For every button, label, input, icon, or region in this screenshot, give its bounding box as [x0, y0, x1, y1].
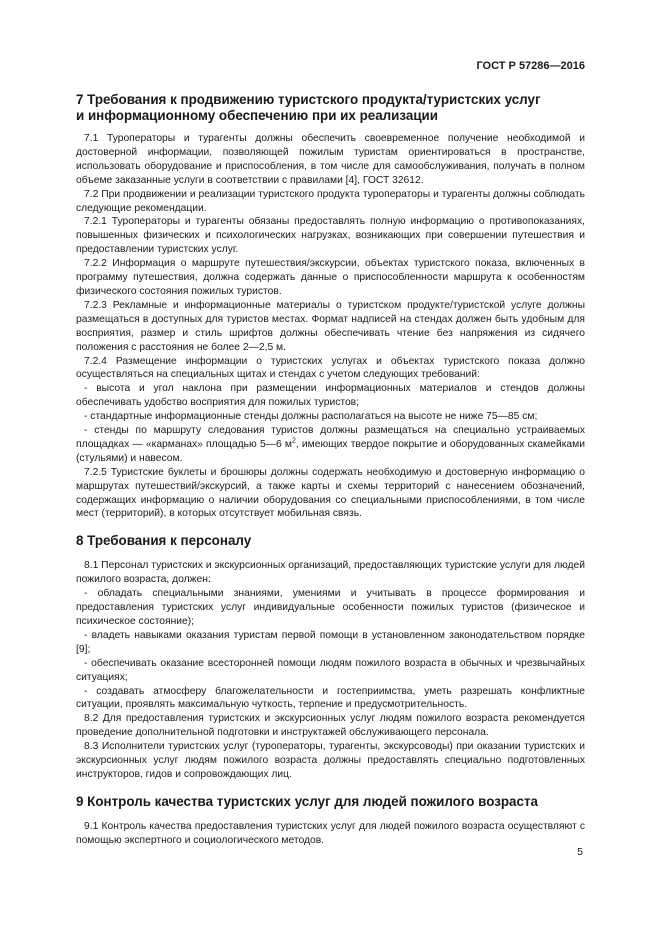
section-7-title-line2: и информационному обеспечению при их реализации: [76, 108, 439, 123]
standard-number-header: ГОСТ Р 57286—2016: [476, 60, 585, 72]
paragraph-7-2-2: 7.2.2 Информация о маршруте путешествия/экскурсии, объектах туристского показа, включенных в программу путешествия, должна содержать данные о приспособленности маршрута к особенностям физического состояния пожилых туристов.: [76, 258, 585, 297]
paragraph-7-2-1: 7.2.1 Туроператоры и турагенты обязаны предоставлять полную информацию о противопоказаниях, повышенных физических и психологических нагрузках, возникающих при совершении путешествия и предоставлении туристских услуг.: [76, 216, 585, 256]
paragraph-7-1: 7.1 Туроператоры и турагенты должны обеспечить своевременное получение необходимой и достоверной информации, позволяющей пожилым туристам ориентироваться в пространстве, использовать оборудование и приспособления, в том числе для самообслуживания, получать в полном объеме заказанные услуги в соответствии с правилами [4], ГОСТ 32612.: [76, 133, 585, 186]
section-9-title: 9 Контроль качества туристских услуг для людей пожилого возраста: [76, 793, 538, 809]
paragraph-8-2: 8.2 Для предоставления туристских и экскурсионных услуг людям пожилого возраста рекомендуется проведение дополнительной подготовки и инструктажей обслуживающего персонала.: [76, 713, 585, 739]
paragraph-8-3: 8.3 Исполнители туристских услуг (туроператоры, турагенты, экскурсоводы) при оказании туристских и экскурсионных услуг людям пожилого возраста должны предоставлять специально подготовленных инструкторов, гидов и сопровождающих лиц.: [76, 741, 585, 780]
page-content: [76, 90, 585, 848]
superscript: 2: [291, 437, 296, 445]
list-item-text: - стенды по маршруту следования туристов должны размещаться на специально устраиваемых площадках — «карманах» площадью 5—6 м: [76, 425, 585, 450]
paragraph-7-2: 7.2 При продвижении и реализации туристского продукта туроператоры и турагенты должны соблюдать следующие рекомендации.: [76, 188, 585, 214]
list-item: - обладать специальными знаниями, умениями и учитывать в процессе формирования и предоставления туристских услуг индивидуальные особенности пожилых туристов (физическое и психическое состояние);: [76, 588, 585, 627]
section-8-title: 8 Требования к персоналу: [76, 533, 252, 549]
list-item: - создавать атмосферу благожелательности и гостеприимства, уметь разрешать конфликтные ситуации, проявлять максимальную чуткость, терпение и предусмотрительность.: [76, 685, 585, 711]
paragraph-9-1: 9.1 Контроль качества предоставления туристских услуг для людей пожилого возраста осуществляют с помощью экспертного и социологического методов.: [76, 820, 585, 846]
page-number: 5: [577, 846, 583, 858]
paragraph-8-1: 8.1 Персонал туристских и экскурсионных организаций, предоставляющих туристские услуги для людей пожилого возраста, должен:: [76, 560, 585, 586]
list-item: - высота и угол наклона при размещении информационных материалов и стендов должны обеспечивать удобство восприятия для пожилых туристов;: [76, 383, 585, 409]
paragraph-7-2-4: 7.2.4 Размещение информации о туристских услугах и объектах туристского показа должно осуществляться на специальных щитах и стендах с учетом следующих требований:: [76, 355, 585, 381]
list-item: - стандартные информационные стенды должны располагаться на высоте не ниже 75—85 см;: [84, 411, 538, 423]
section-7-title-line1: 7 Требования к продвижению туристского продукта/туристских услуг: [76, 92, 541, 107]
paragraph-7-2-5: 7.2.5 Туристские буклеты и брошюры должны содержать необходимую и достоверную информацию о маршрутах путешествий/экскурсий, а также карты и схемы территорий с нанесением обозначений, содержащих информацию о наличии оборудования со специальными приспособлениями, в том числе мест (территорий), в которых отсутствует мобильная связь.: [76, 466, 585, 520]
list-item: - владеть навыками оказания туристам первой помощи в установленном законодательством порядке [9];: [76, 629, 585, 655]
list-item-text-end: , имеющих твердое покрытие и оборудованных скамейками (стульями) и навесом.: [76, 438, 585, 464]
paragraph-7-2-3: 7.2.3 Рекламные и информационные материалы о туристском продукте/туристской услуге должны размещаться в доступных для туристов местах. Формат надписей на стендах должен быть удобным для восприятия, размер и стиль шрифтов должны обеспечивать чтение без напряжения из сидячего положения с расстояния не более 2—2,5 м.: [76, 299, 585, 353]
list-item: - обеспечивать оказание всесторонней помощи людям пожилого возраста в обычных и чрезвычайных ситуациях;: [76, 657, 585, 683]
section-7-title: [76, 92, 585, 124]
list-item-with-area: [76, 424, 585, 466]
